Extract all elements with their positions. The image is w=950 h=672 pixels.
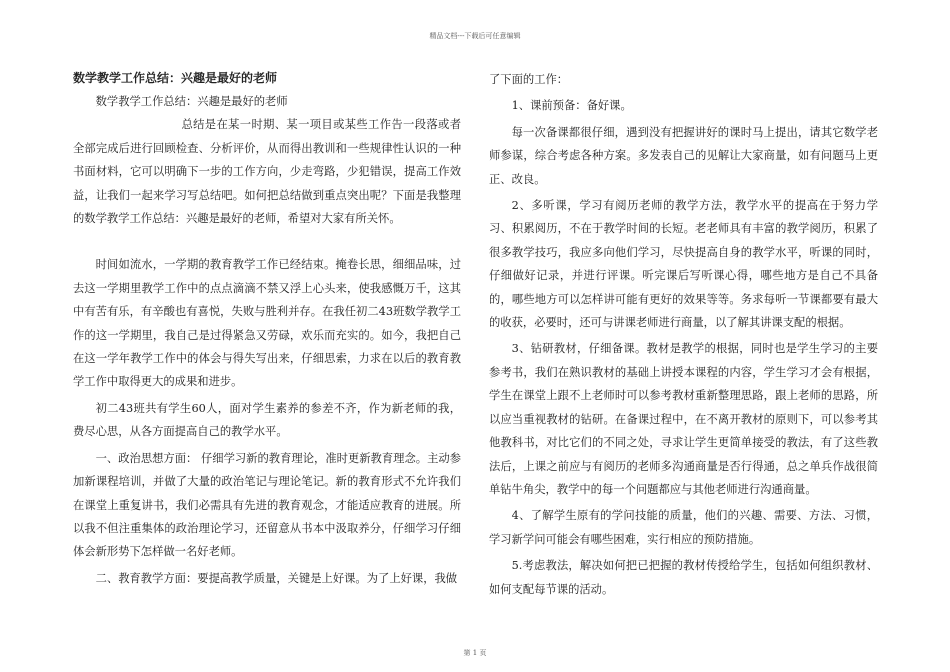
body-paragraph-3: 一、政治思想方面： 仔细学习新的教育理论，准时更新教育理念。主动参加新课程培训，并做了大量的政治笔记与理论笔记。新的教育形式不允许我们在课堂上重复讲书，我们必需具有先进的教育观念，才能适应教育的进展。所以我不但注重集体的政治理论学习，还留意从书本中汲取养分，仔细学习仔细体会新形势下怎样做一名好老师。 <box>73 451 461 559</box>
document-subtitle: 数学教学工作总结：兴趣是最好的老师 <box>95 95 288 108</box>
list-item-1: 1、课前预备：备好课。 <box>511 99 632 113</box>
page-number: 第 1 页 <box>463 649 487 657</box>
body-paragraph-4: 二、教育教学方面：要提高教学质量，关键是上好课。为了上好课，我做 <box>95 571 458 585</box>
list-item-1-detail: 每一次备课都很仔细，遇到没有把握讲好的课时马上提出，请其它数学老师参谋，综合考虑各种方案。多发表自己的见解让大家商量，如有问题马上更正、改良。 <box>489 125 878 186</box>
left-column <box>73 68 461 590</box>
body-paragraph-2: 初二43班共有学生60人，面对学生素养的参差不齐，作为新老师的我，费尽心思，从各方面提高自己的教学水平。 <box>73 401 461 439</box>
list-item-2: 2、多听课，学习有阅历老师的教学方法，教学水平的提高在于努力学习、积累阅历，不在于教学时间的长短。老老师具有丰富的教学阅历，积累了很多教学技巧，我应多向他们学习，尽快提高自身的教学水平，听课的同时，仔细做好记录，并进行评课。听完课后写听课心得，哪些地方是自己不具备的，哪些地方可以怎样讲可能有更好的效果等等。务求每听一节课都要有最大的收获，必要时，还可与讲课老师进行商量，以了解其讲课支配的根据。 <box>489 199 878 330</box>
list-item-4: 4、了解学生原有的学问技能的质量，他们的兴趣、需要、方法、习惯，学习新学问可能会有哪些困难，实行相应的预防措施。 <box>489 509 878 546</box>
document-title: 数学教学工作总结：兴趣是最好的老师 <box>73 71 278 85</box>
continuation-line: 了下面的工作： <box>489 73 569 86</box>
list-item-5: 5.考虑教法，解决如何把已把握的教材传授给学生，包括如何组织教材、如何支配每节课的活动。 <box>489 559 878 596</box>
body-paragraph-1: 时间如流水，一学期的教育教学工作已经结束。掩卷长思，细细品味，过去这一学期里教学工作中的点点滴滴不禁又浮上心头来，使我感慨万千，这其中有苦有乐，有辛酸也有喜悦，失败与胜利并存。在我任初二43班数学教学工作的这一学期里，我自己是过得紧急又劳碌，欢乐而充实的。如今，我把自己在这一学年教学工作中的体会与得失写出来，仔细思索，力求在以后的教育教学工作中取得更大的成果和进步。 <box>73 258 461 389</box>
page-header: 精品文档---下载后可任意编辑 <box>429 32 521 40</box>
list-item-3: 3、钻研教材，仔细备课。教材是教学的根据，同时也是学生学习的主要参考书，我们在熟识教材的基础上讲授本课程的内容，学生学习才会有根据，学生在课堂上跟不上老师时可以参考教材重新整理思路，跟上老师的思路，所以应当重视教材的钻研。在备课过程中，在不离开教材的原则下，可以参考其他教科书，对比它们的不同之处，寻求让学生更简单接受的教法，有了这些教法后，上课之前应与有阅历的老师多沟通商量是否行得通，总之单兵作战很简单钻牛角尖，教学中的每一个问题都应与其他老师进行沟通商量。 <box>489 342 878 496</box>
right-column <box>489 68 878 601</box>
intro-paragraph: 总结是在某一时期、某一项目或某些工作告一段落或者全部完成后进行回顾检查、分析评价，从而得出教训和一些规律性认识的一种书面材料，它可以明确下一步的工作方向，少走弯路，少犯错误，提高工作效益，让我们一起来学习写总结吧。如何把总结做到重点突出呢？下面是我整理的数学教学工作总结：兴趣是最好的老师，希望对大家有所关怀。 <box>73 118 461 226</box>
